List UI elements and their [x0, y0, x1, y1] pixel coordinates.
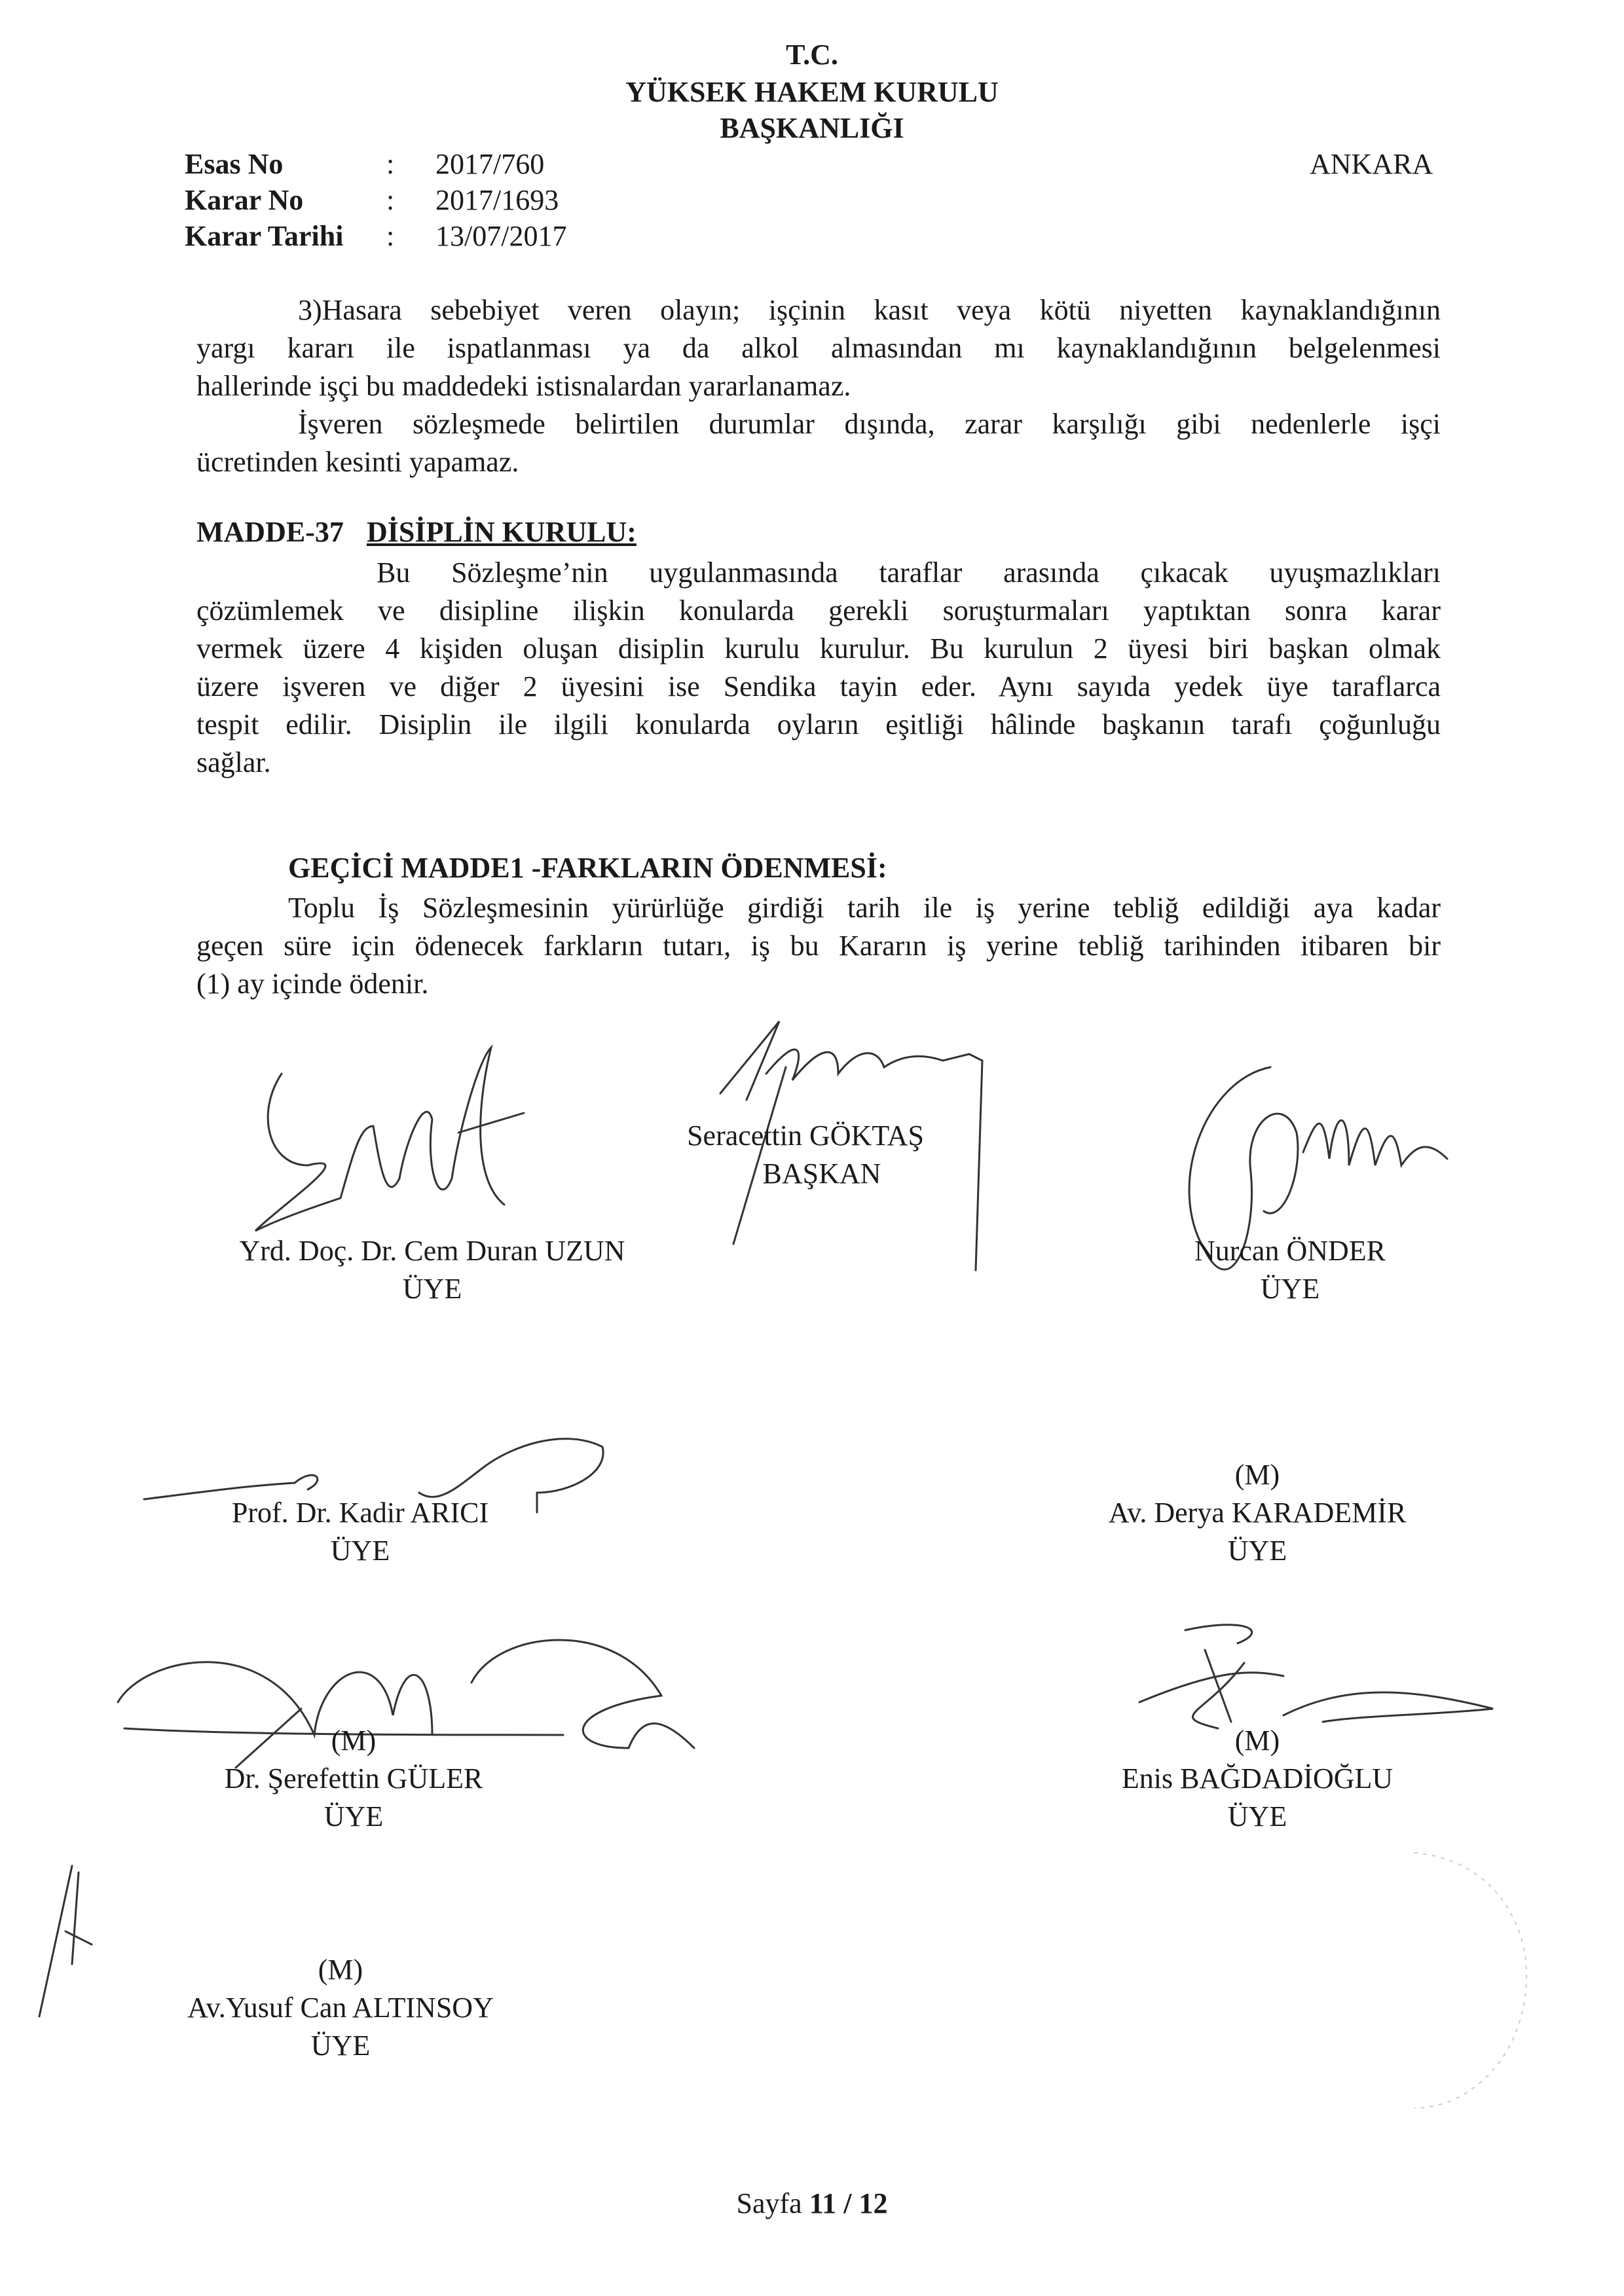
- meta-label: Karar Tarihi: [185, 220, 344, 252]
- page-footer: [0, 2187, 1624, 2220]
- signatory-name: Av. Derya KARADEMİR: [1108, 1497, 1407, 1529]
- signatory-name: Prof. Dr. Kadir ARICI: [231, 1497, 489, 1529]
- signatory-name: Nurcan ÖNDER: [1194, 1235, 1386, 1267]
- signatory-note: (M): [318, 1954, 363, 1986]
- stamp-faint: [1283, 1846, 1545, 2121]
- text-line: üzere işveren ve diğer 2 üyesini ise Sendika tayin eder. Aynı sayıda yedek üye taraflarca: [196, 670, 1441, 702]
- signatory-role: ÜYE: [1227, 1800, 1287, 1832]
- signatory-note: (M): [1234, 1724, 1280, 1757]
- signature-altinsoy-initial: [26, 1859, 105, 2030]
- text-line: yargı kararı ile ispatlanması ya da alkol almasından mı kaynaklandığının belgelenmesi: [196, 332, 1441, 364]
- page-number: 11 / 12: [809, 2187, 888, 2219]
- text-line: Bu Sözleşme’nin uygulanmasında taraflar arasında çıkacak uyuşmazlıkları: [377, 556, 1441, 589]
- signatory-role: BAŞKAN: [762, 1157, 881, 1190]
- text-line: ücretinden kesinti yapamaz.: [196, 446, 519, 478]
- text-line: hallerinde işçi bu maddedeki istisnalardan yararlanamaz.: [196, 370, 851, 402]
- text-line: geçen süre için ödenecek farkların tutarı, iş bu Kararın iş yerine tebliğ tarihinden itibaren bir: [196, 930, 1441, 962]
- signatory-uzun: [196, 1232, 668, 1308]
- signatory-bagdadioglu: [1074, 1722, 1441, 1836]
- signatory-karademir: [1074, 1456, 1441, 1570]
- signatory-onder: [1153, 1232, 1428, 1308]
- text-line: tespit edilir. Disiplin ile ilgili konularda oyların eşitliği hâlinde başkanın tarafı çoğunluğu: [196, 708, 1441, 740]
- meta-sep: :: [386, 148, 395, 180]
- signature-uzun: [242, 1034, 537, 1250]
- signatory-name: Seracettin GÖKTAŞ: [687, 1120, 924, 1152]
- meta-sep: :: [386, 184, 395, 216]
- text-line: 3)Hasara sebebiyet veren olayın; işçinin kasıt veya kötü niyetten kaynaklandığının: [298, 294, 1441, 326]
- signatory-altinsoy: [157, 1951, 524, 2065]
- signatory-name: Dr. Şerefettin GÜLER: [224, 1762, 483, 1795]
- provisional-title: GEÇİCİ MADDE1 -FARKLARIN ÖDENMESİ:: [288, 852, 887, 884]
- signatory-role: ÜYE: [330, 1535, 390, 1567]
- signatory-note: (M): [331, 1724, 377, 1757]
- text-line: (1) ay içinde ödenir.: [196, 968, 429, 1000]
- signatory-role: ÜYE: [323, 1800, 384, 1832]
- signatory-role: ÜYE: [310, 2030, 371, 2062]
- signatory-guler: [183, 1722, 524, 1836]
- signatory-role: ÜYE: [1227, 1535, 1287, 1567]
- header-institution: YÜKSEK HAKEM KURULU: [625, 76, 999, 108]
- article-number: MADDE-37: [196, 516, 344, 548]
- meta-label: Esas No: [185, 148, 284, 180]
- text-line: İşveren sözleşmede belirtilen durumlar dışında, zarar karşılığı gibi nedenlerle işçi: [298, 408, 1441, 440]
- text-line: Toplu İş Sözleşmesinin yürürlüğe girdiği tarih ile iş yerine tebliğ edildiği aya kadar: [288, 892, 1441, 924]
- signatory-role: ÜYE: [402, 1273, 462, 1305]
- text-line: sağlar.: [196, 746, 271, 778]
- meta-value: 2017/1693: [435, 184, 559, 216]
- header-tc: T.C.: [786, 39, 838, 71]
- meta-value: 13/07/2017: [435, 220, 567, 252]
- signatory-goktas: [674, 1117, 936, 1193]
- signatory-note: (M): [1234, 1459, 1280, 1491]
- signatory-name: Yrd. Doç. Dr. Cem Duran UZUN: [239, 1235, 625, 1267]
- header-presidency: BAŞKANLIĞI: [720, 112, 904, 144]
- header-city: ANKARA: [1310, 148, 1433, 180]
- meta-sep: :: [386, 220, 395, 252]
- page-label: Sayfa: [736, 2187, 802, 2219]
- text-line: çözümlemek ve disipline ilişkin konularda gerekli soruşturmaları yaptıktan sonra karar: [196, 594, 1441, 627]
- text-line: vermek üzere 4 kişiden oluşan disiplin kurulu kurulur. Bu kurulun 2 üyesi biri başkan olmak: [196, 632, 1441, 665]
- signatory-name: Enis BAĞDADİOĞLU: [1121, 1762, 1393, 1795]
- signatory-role: ÜYE: [1260, 1273, 1320, 1305]
- meta-value: 2017/760: [435, 148, 545, 180]
- signatory-name: Av.Yusuf Can ALTINSOY: [187, 1992, 494, 2024]
- signatory-arici: [183, 1494, 537, 1570]
- article-title: DİSİPLİN KURULU:: [367, 516, 637, 548]
- meta-label: Karar No: [185, 184, 304, 216]
